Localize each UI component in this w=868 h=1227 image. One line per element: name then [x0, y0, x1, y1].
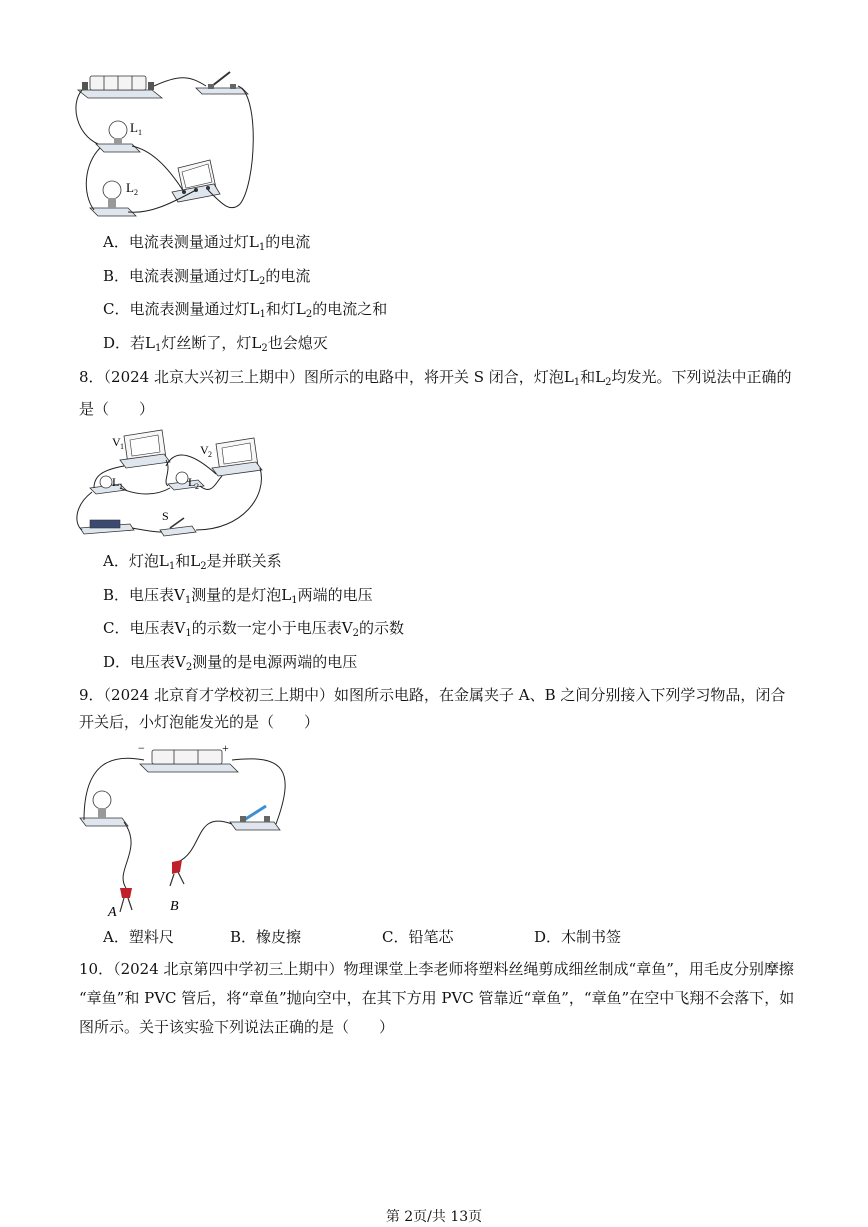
q7-circuit-figure: [70, 64, 260, 224]
q8-circuit-figure: [72, 426, 272, 546]
svg-text:V: V: [200, 443, 209, 457]
svg-text:L: L: [112, 475, 120, 489]
svg-text:L: L: [126, 180, 134, 195]
q10-stem-line3: 图所示。关于该实验下列说法正确的是（ ）: [79, 1018, 395, 1036]
q10-stem-line2: “章鱼”和 PVC 管后，将“章鱼”抛向空中，在其下方用 PVC 管靠近“章鱼”，“章鱼”在空中飞翔不会落下，如: [79, 989, 795, 1007]
svg-text:2: 2: [134, 188, 138, 197]
q8-stem-line2: 是（ ）: [79, 400, 155, 418]
svg-text:L: L: [188, 475, 196, 489]
q7-option-b[interactable]: B．电流表测量通过灯$L_2$的电流: [103, 267, 311, 287]
svg-text:V: V: [112, 435, 121, 449]
svg-text:2: 2: [195, 482, 199, 491]
q9-clip-b-label: B: [170, 899, 179, 914]
q10-stem-line1: 10．（2024 北京第四中学初三上期中）物理课堂上李老师将塑料丝绳剪成细丝制成“章鱼”，用毛皮分别摩擦: [79, 960, 794, 978]
q9-clip-a-label: A: [108, 905, 117, 920]
svg-text:1: 1: [138, 128, 142, 137]
svg-text:2: 2: [208, 450, 212, 459]
q7-option-c[interactable]: C．电流表测量通过灯$L_1$和灯$L_2$的电流之和: [103, 300, 388, 320]
q8-option-d[interactable]: D．电压表$V_2$测量的是电源两端的电压: [103, 653, 358, 673]
svg-text:1: 1: [119, 482, 123, 491]
q8-option-a[interactable]: A．灯泡$L_1$和$L_2$是并联关系: [103, 552, 282, 572]
page-footer: 第 2页/共 13页: [385, 1209, 483, 1225]
q9-option-d[interactable]: D．木制书签: [534, 928, 622, 946]
svg-text:S: S: [162, 509, 169, 523]
q8-stem-line1: 8．（2024 北京大兴初三上期中）图所示的电路中，将开关 S 闭合，灯泡$L_1$和$L_2$均发光。下列说法中正确的: [79, 368, 792, 388]
q9-plus-label: +: [222, 741, 229, 755]
q9-stem-line1: 9．（2024 北京育才学校初三上期中）如图所示电路，在金属夹子 A、B 之间分别接入下列学习物品，闭合: [79, 686, 786, 704]
q7-option-d[interactable]: D．若$L_1$灯丝断了，灯$L_2$也会熄灭: [103, 334, 328, 354]
svg-text:L: L: [130, 120, 138, 135]
q8-option-c[interactable]: C．电压表$V_1$的示数一定小于电压表$V_2$的示数: [103, 619, 404, 639]
q9-option-c[interactable]: C．铅笔芯: [382, 928, 454, 946]
svg-text:1: 1: [120, 442, 124, 451]
q9-minus-label: −: [138, 741, 145, 755]
q9-option-b[interactable]: B．橡皮擦: [230, 928, 302, 946]
q8-option-b[interactable]: B．电压表$V_1$测量的是灯泡$L_1$两端的电压: [103, 586, 373, 606]
q7-option-a[interactable]: A．电流表测量通过灯$L_1$的电流: [103, 233, 311, 253]
q9-circuit-figure: [74, 740, 306, 920]
q9-option-a[interactable]: A．塑料尺: [103, 928, 174, 946]
q9-stem-line2: 开关后，小灯泡能发光的是（ ）: [79, 713, 320, 731]
